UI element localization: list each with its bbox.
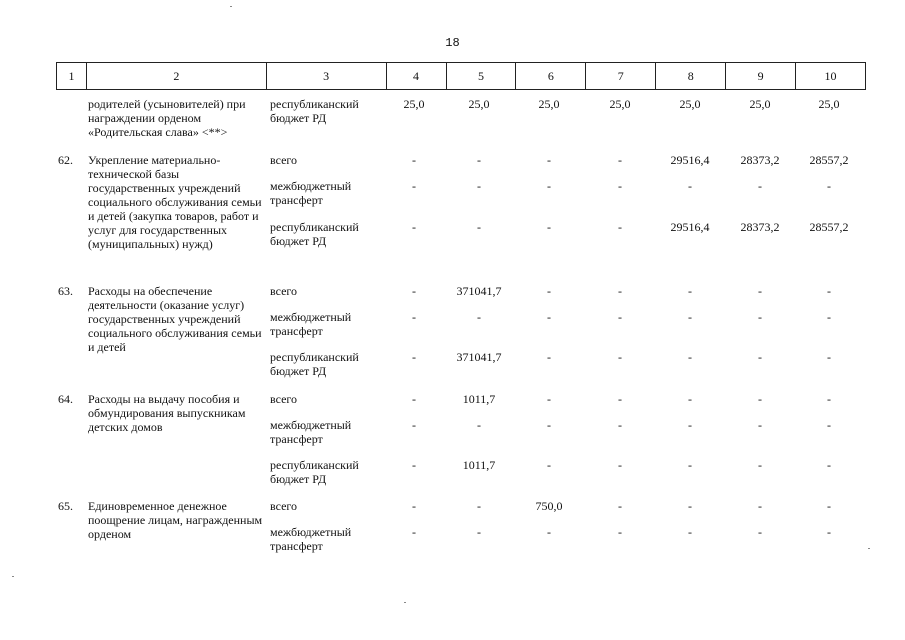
value-cell: - <box>477 153 481 167</box>
value-cell: - <box>477 418 481 432</box>
header-col-10: 10 <box>796 63 866 89</box>
value-cell: - <box>758 525 762 539</box>
value-cell: - <box>412 499 416 513</box>
value-cell: - <box>618 458 622 472</box>
header-col-5: 5 <box>447 63 517 89</box>
value-cell: 25,0 <box>468 97 490 111</box>
source-total: всего <box>270 284 298 298</box>
row-number: 64. <box>58 392 73 406</box>
value-cell: - <box>412 525 416 539</box>
value-cell: - <box>412 458 416 472</box>
header-col-9: 9 <box>726 63 796 89</box>
value-cell: - <box>688 179 692 193</box>
value-cell: 371041,7 <box>456 350 502 364</box>
value-cell: - <box>688 458 692 472</box>
source-total: всего <box>270 499 298 513</box>
value-cell: - <box>547 153 551 167</box>
table-header <box>56 62 866 90</box>
source-transfer: межбюджетный трансферт <box>270 418 352 446</box>
source-total: всего <box>270 392 298 406</box>
value-cell: - <box>827 418 831 432</box>
value-cell: 750,0 <box>535 499 563 513</box>
value-cell: - <box>618 153 622 167</box>
value-cell: - <box>412 392 416 406</box>
value-cell: - <box>758 310 762 324</box>
value-cell: 25,0 <box>818 97 840 111</box>
value-cell: - <box>412 418 416 432</box>
value-cell: - <box>477 220 481 234</box>
value-cell: - <box>688 525 692 539</box>
value-cell: - <box>688 350 692 364</box>
value-cell: 25,0 <box>538 97 560 111</box>
value-cell: - <box>688 499 692 513</box>
scan-speck <box>12 576 14 577</box>
value-cell: 28373,2 <box>740 220 780 234</box>
header-col-3: 3 <box>267 63 387 89</box>
value-cell: 1011,7 <box>462 392 496 406</box>
scan-speck <box>404 602 406 603</box>
value-cell: - <box>618 179 622 193</box>
value-cell: - <box>688 310 692 324</box>
value-cell: - <box>477 179 481 193</box>
value-cell: - <box>827 525 831 539</box>
value-cell: - <box>618 499 622 513</box>
value-cell: - <box>618 350 622 364</box>
value-cell: 25,0 <box>679 97 701 111</box>
value-cell: - <box>688 418 692 432</box>
value-cell: 28373,2 <box>740 153 780 167</box>
value-cell: - <box>827 350 831 364</box>
value-cell: - <box>412 220 416 234</box>
value-cell: - <box>827 458 831 472</box>
value-cell: - <box>547 350 551 364</box>
source-republic-budget: республиканский бюджет РД <box>270 350 359 378</box>
value-cell: - <box>618 310 622 324</box>
value-cell: - <box>758 418 762 432</box>
value-cell: - <box>688 392 692 406</box>
row-number: 63. <box>58 284 73 298</box>
value-cell: 29516,4 <box>670 220 710 234</box>
source-transfer: межбюджетный трансферт <box>270 179 352 207</box>
value-cell: 25,0 <box>609 97 631 111</box>
header-col-4: 4 <box>387 63 447 89</box>
value-cell: 371041,7 <box>456 284 502 298</box>
value-cell: - <box>547 310 551 324</box>
row-name: Единовременное денежное поощрение лицам, награжденным орденом <box>88 499 263 541</box>
row-number: 65. <box>58 499 73 513</box>
source-transfer: межбюджетный трансферт <box>270 525 352 553</box>
value-cell: - <box>758 392 762 406</box>
value-cell: - <box>758 350 762 364</box>
row-name: Укрепление материально-технической базы государственных учреждений социального обслуживания семьи и детей (закупка товаров, работ и услуг для государственных (муниципальных) нужд) <box>88 153 262 251</box>
header-col-7: 7 <box>586 63 656 89</box>
source-transfer: межбюджетный трансферт <box>270 310 352 338</box>
value-cell: - <box>688 284 692 298</box>
value-cell: - <box>547 220 551 234</box>
value-cell: - <box>547 284 551 298</box>
value-cell: - <box>547 179 551 193</box>
row-source: республиканский бюджет РД <box>270 97 359 125</box>
value-cell: - <box>412 153 416 167</box>
scan-speck <box>868 548 870 549</box>
source-republic-budget: республиканский бюджет РД <box>270 458 359 486</box>
value-cell: - <box>827 284 831 298</box>
value-cell: - <box>618 418 622 432</box>
row-number: 62. <box>58 153 73 167</box>
scan-speck <box>230 6 232 7</box>
value-cell: - <box>547 525 551 539</box>
value-cell: 28557,2 <box>809 153 849 167</box>
value-cell: - <box>618 525 622 539</box>
value-cell: - <box>547 392 551 406</box>
value-cell: - <box>547 418 551 432</box>
page-number: 18 <box>445 36 460 50</box>
value-cell: - <box>758 458 762 472</box>
value-cell: - <box>618 284 622 298</box>
value-cell: 1011,7 <box>462 458 496 472</box>
value-cell: - <box>758 179 762 193</box>
header-col-6: 6 <box>516 63 586 89</box>
value-cell: - <box>618 220 622 234</box>
value-cell: 29516,4 <box>670 153 710 167</box>
value-cell: - <box>758 284 762 298</box>
value-cell: - <box>827 179 831 193</box>
value-cell: - <box>412 350 416 364</box>
row-name: родителей (усыновителей) при награждении орденом «Родительская слава» <**> <box>88 97 246 139</box>
value-cell: - <box>477 499 481 513</box>
value-cell: - <box>827 310 831 324</box>
value-cell: - <box>412 310 416 324</box>
value-cell: - <box>758 499 762 513</box>
value-cell: - <box>827 499 831 513</box>
value-cell: - <box>477 525 481 539</box>
header-col-2: 2 <box>87 63 267 89</box>
value-cell: - <box>618 392 622 406</box>
value-cell: - <box>412 179 416 193</box>
header-col-1: 1 <box>57 63 87 89</box>
header-col-8: 8 <box>656 63 726 89</box>
value-cell: - <box>547 458 551 472</box>
value-cell: 25,0 <box>403 97 425 111</box>
value-cell: 25,0 <box>749 97 771 111</box>
value-cell: - <box>827 392 831 406</box>
source-total: всего <box>270 153 298 167</box>
row-name: Расходы на выдачу пособия и обмундирования выпускникам детских домов <box>88 392 246 434</box>
value-cell: - <box>477 310 481 324</box>
value-cell: 28557,2 <box>809 220 849 234</box>
row-name: Расходы на обеспечение деятельности (оказание услуг) государственных учреждений социального обслуживания семьи и детей <box>88 284 262 354</box>
source-republic-budget: республиканский бюджет РД <box>270 220 359 248</box>
value-cell: - <box>412 284 416 298</box>
